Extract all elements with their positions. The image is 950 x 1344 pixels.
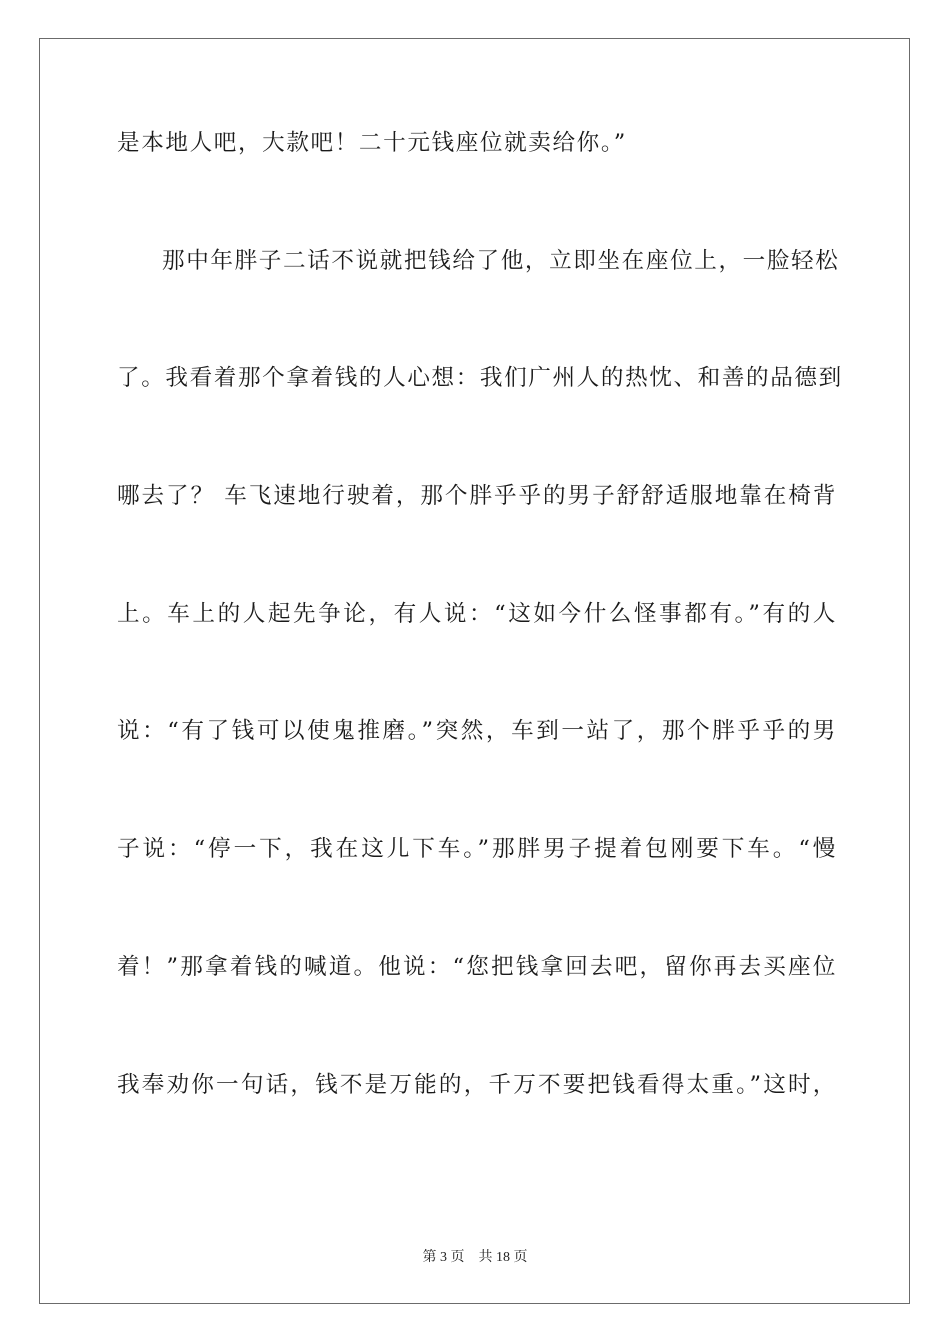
text-line: 说：“有了钱可以使鬼推磨。”突然，车到一站了，那个胖乎乎的男	[117, 718, 837, 745]
text-line: 我奉劝你一句话，钱不是万能的，千万不要把钱看得太重。”这时，	[117, 1071, 837, 1098]
text-line: 哪去了？ 车飞速地行驶着，那个胖乎乎的男子舒舒适服地靠在椅背	[117, 483, 837, 510]
text-line: 着！”那拿着钱的喊道。他说：“您把钱拿回去吧，留你再去买座位	[117, 953, 837, 980]
text-line: 上。车上的人起先争论，有人说：“这如今什么怪事都有。”有的人	[117, 600, 837, 627]
page-footer	[0, 1246, 950, 1266]
document-body	[117, 124, 843, 1183]
total-pages: 共 18 页	[478, 1250, 528, 1265]
text-line: 那中年胖子二话不说就把钱给了他，立即坐在座位上，一脸轻松	[162, 247, 840, 274]
text-line: 子说：“停一下，我在这儿下车。”那胖男子提着包刚要下车。“慢	[117, 836, 837, 863]
page-number: 第 3 页	[422, 1250, 465, 1265]
text-line: 是本地人吧，大款吧！二十元钱座位就卖给你。”	[117, 130, 627, 156]
text-line: 了。我看着那个拿着钱的人心想：我们广州人的热忱、和善的品德到	[117, 365, 843, 392]
